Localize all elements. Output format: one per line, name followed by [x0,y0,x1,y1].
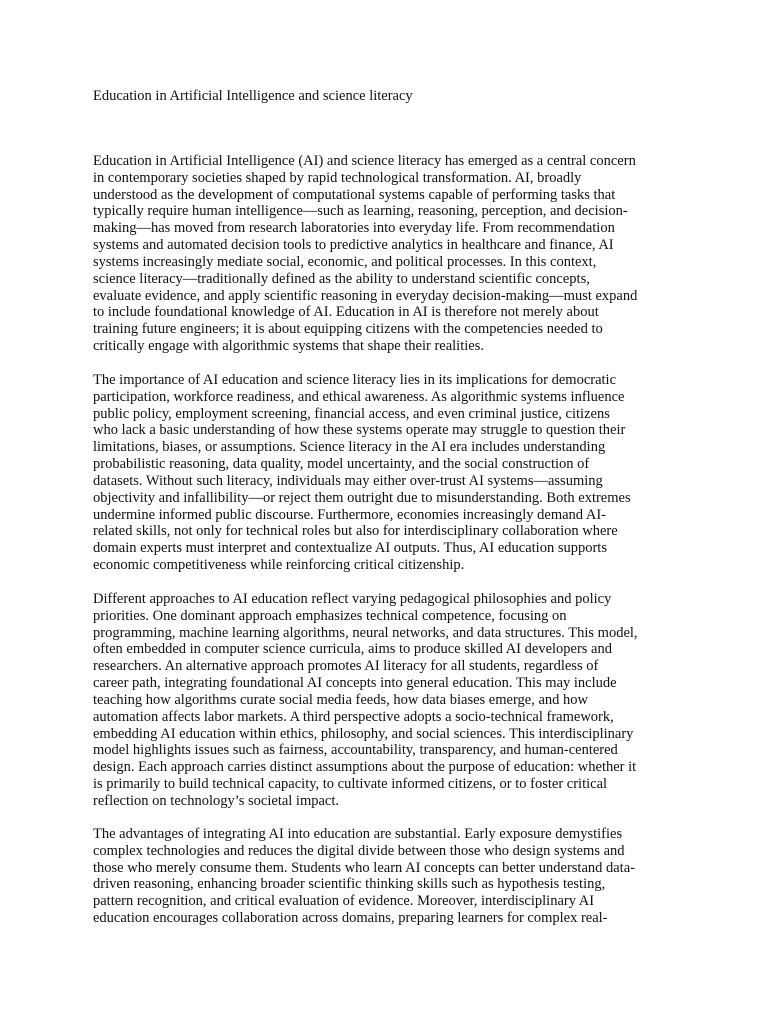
text-line: The importance of AI education and science literacy lies in its implications for democratic [93,372,617,388]
text-line: objectivity and infallibility—or reject them outright due to misunderstanding. Both extremes [93,489,631,506]
text-line: undermine informed public discourse. Furthermore, economies increasingly demand AI- [93,506,606,523]
text-line: datasets. Without such literacy, individuals may either over-trust AI systems—assuming [93,472,603,489]
text-line: training future engineers; it is about equipping citizens with the competencies needed to [93,321,603,338]
text-line: priorities. One dominant approach emphasizes technical competence, focusing on [93,607,567,624]
paragraph-1 [93,153,683,355]
text-line: public policy, employment screening, financial access, and even criminal justice, citizens [93,405,610,422]
text-line: career path, integrating foundational AI concepts into general education. This may include [93,675,617,692]
paragraph-2 [93,372,683,574]
text-line: reflection on technology’s societal impact. [93,792,340,809]
text-line: economic competitiveness while reinforcing critical citizenship. [93,556,465,573]
text-line: The advantages of integrating AI into education are substantial. Early exposure demystifies [93,826,623,842]
document-title: Education in Artificial Intelligence and science literacy [93,88,413,104]
text-line: is primarily to build technical capacity, to cultivate informed citizens, or to foster critical [93,775,608,792]
text-line: limitations, biases, or assumptions. Science literacy in the AI era includes understanding [93,439,606,456]
text-line: in contemporary societies shaped by rapid technological transformation. AI, broadly [93,169,582,186]
text-line: domain experts must interpret and contextualize AI outputs. Thus, AI education supports [93,540,607,557]
text-line: model highlights issues such as fairness, accountability, transparency, and human-centered [93,742,618,759]
text-line: systems and automated decision tools to predictive analytics in healthcare and finance, AI [93,237,614,254]
text-line: understood as the development of computational systems capable of performing tasks that [93,186,616,203]
text-line: systems increasingly mediate social, economic, and political processes. In this context, [93,253,597,270]
text-line: those who merely consume them. Students who learn AI concepts can better understand data- [93,859,635,876]
paragraph-3 [93,591,683,810]
paragraph-4 [93,826,683,927]
text-line: teaching how algorithms curate social media feeds, how data biases emerge, and how [93,691,588,708]
text-line: education encourages collaboration across domains, preparing learners for complex real- [93,910,608,927]
text-line: probabilistic reasoning, data quality, model uncertainty, and the social construction of [93,456,590,473]
text-line: making—has moved from research laboratories into everyday life. From recommendation [93,220,615,237]
text-line: participation, workforce readiness, and ethical awareness. As algorithmic systems influence [93,388,625,405]
text-line: automation affects labor markets. A third perspective adopts a socio-technical framework, [93,708,614,725]
text-line: pattern recognition, and critical evaluation of evidence. Moreover, interdisciplinary AI [93,893,595,910]
text-line: complex technologies and reduces the digital divide between those who design systems and [93,842,625,859]
text-line: to include foundational knowledge of AI. Education in AI is therefore not merely about [93,304,599,321]
text-line: evaluate evidence, and apply scientific reasoning in everyday decision-making—must expand [93,287,638,304]
text-line: programming, machine learning algorithms, neural networks, and data structures. This model, [93,624,638,641]
text-line: often embedded in computer science curricula, aims to produce skilled AI developers and [93,641,612,658]
text-line: who lack a basic understanding of how these systems operate may struggle to question their [93,422,626,439]
text-line: Education in Artificial Intelligence (AI) and science literacy has emerged as a central concern [93,153,636,169]
text-line: embedding AI education within ethics, philosophy, and social sciences. This interdisciplinary [93,725,634,742]
text-line: critically engage with algorithmic systems that shape their realities. [93,337,484,354]
text-line: science literacy—traditionally defined as the ability to understand scientific concepts, [93,270,590,287]
text-line: driven reasoning, enhancing broader scientific thinking skills such as hypothesis testing, [93,876,606,893]
text-line: researchers. An alternative approach promotes AI literacy for all students, regardless of [93,658,599,675]
text-line: Different approaches to AI education reflect varying pedagogical philosophies and policy [93,591,612,607]
text-line: related skills, not only for technical roles but also for interdisciplinary collaboration where [93,523,618,540]
text-line: design. Each approach carries distinct assumptions about the purpose of education: whether it [93,759,637,776]
text-line: typically require human intelligence—such as learning, reasoning, perception, and decision- [93,203,628,220]
